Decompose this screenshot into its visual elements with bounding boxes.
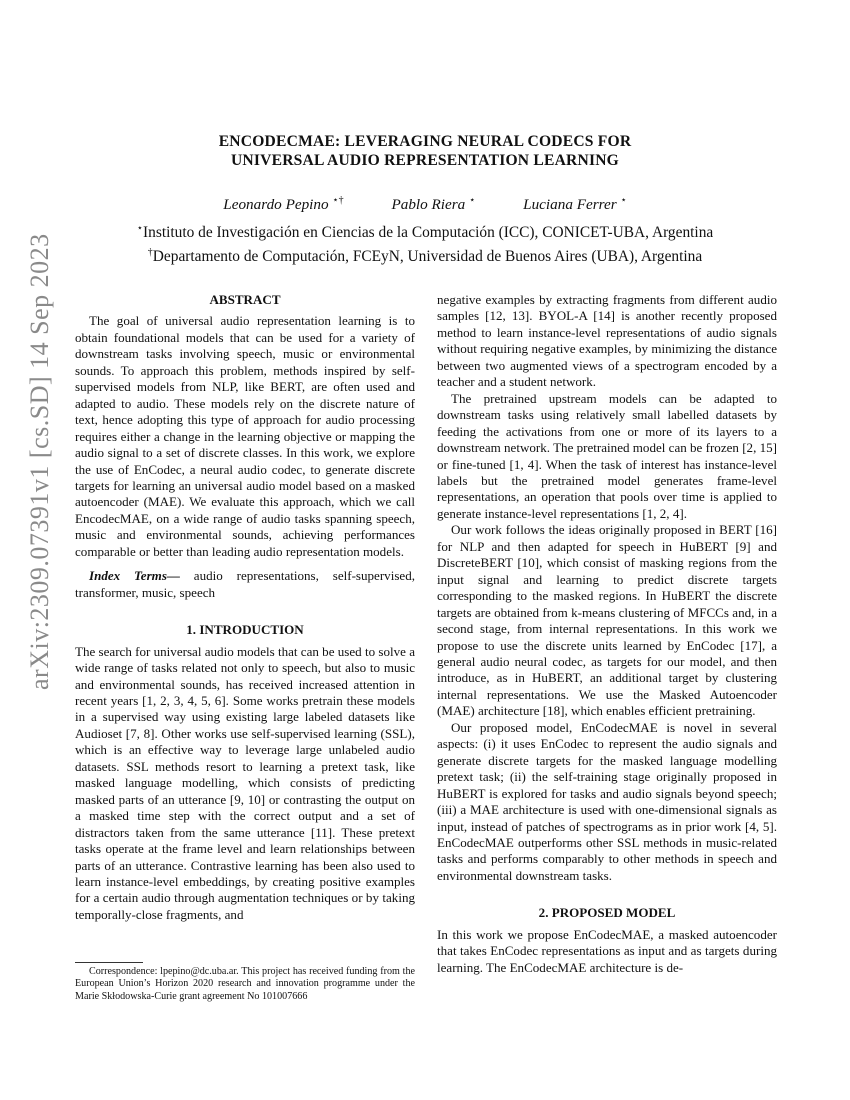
index-terms (75, 568, 415, 601)
affiliation-mark: ⋆ (136, 223, 144, 234)
paper-title (100, 132, 750, 170)
intro-paragraph-3: Our work follows the ideas originally proposed in BERT [16] for NLP and then adapted for speech in HuBERT [9] and DiscreteBERT [10], which consist of masking regions from the input signal and learning to predict discrete targets corresponding to the masked regions. In HuBERT the discrete targets are obtained from k-means clustering of MFCCs and, in a second stage, from internal representations. In this work we propose to use the discrete units learned by EnCodec [17], a general audio neural codec, as targets for our model, and then introduce, as in HuBERT, an additional target by clustering internal representations. We use the Masked Autoencoder (MAE) architecture [18], which enables efficient pretraining. (437, 522, 777, 719)
title-line-2: UNIVERSAL AUDIO REPRESENTATION LEARNING (230, 152, 620, 169)
affiliation-text: Instituto de Investigación en Ciencias de la Computación (ICC), CONICET-UBA, Argentina (143, 224, 714, 242)
index-terms-label: Index Terms— (89, 568, 180, 584)
proposed-model-paragraph-1: In this work we propose EnCodecMAE, a masked autoencoder that takes EnCodec representations as input and as targets during learning. The EnCodecMAE architecture is de- (437, 926, 777, 975)
right-column (437, 292, 777, 976)
intro-paragraph-2: The pretrained upstream models can be adapted to downstream tasks using relatively small labelled datasets by feeding the activations from one or more of its layers to a downstream network. The pretrained model can be frozen [2, 15] or fine-tuned [1, 4]. When the task of interest has instance-level labels but the pretrained model generates frame-level representations, an operation that pools over time is applied to generate instance-level representations [1, 2, 4]. (437, 390, 777, 521)
index-terms-text: audio representations, self-supervised, transformer, music, speech (75, 568, 415, 600)
author-1 (223, 196, 343, 213)
author-name: Luciana Ferrer (523, 196, 617, 214)
abstract-text: The goal of universal audio representation learning is to obtain foundational models that can be used for a variety of downstream tasks involving speech, music or environmental sounds. To approach this problem, methods inspired by self-supervised models from NLP, like BERT, are often used and adapted to audio. These models rely on the discrete nature of text, hence adopting this type of approach for audio processing requires either a change in the learning objective or mapping the audio signal to a set of discrete classes. In this work, we explore the use of EnCodec, a neural audio codec, to generate discrete targets for learning an universal audio model based on a masked autoencoder (MAE). We evaluate this approach, which we call EncodecMAE, on a wide range of audio tasks spanning speech, music and environmental sounds, achieving performances comparable or better than leading audio representation models. (75, 313, 415, 559)
author-name: Pablo Riera (391, 196, 466, 214)
proposed-model-heading: 2. PROPOSED MODEL (538, 905, 676, 921)
intro-paragraph-1: The search for universal audio models that can be used to solve a wide range of tasks related not only to speech, but also to music and environmental sounds, has received increased attention in recent years [1, 2, 3, 4, 5, 6]. Some works pretrain these models in a supervised way using existing large labeled datasets like Audioset [7, 8]. Other works use self-supervised learning (SSL), which is an effective way to leverage large unlabeled audio datasets. SSL methods resort to learning a pretext task, like masked language modelling, which consists of predicting masked parts of an utterance [9, 10] or contrasting the output on a masked time step with the correct output and a set of distractors taken from the same utterance [11]. These pretext tasks operate at the frame level and learn relationships between parts of an utterance. Contrastive learning has been also used to learn instance-level embeddings, by creating positive examples for a certain audio through augmentation techniques or by taking temporally-close fragments, and (75, 643, 415, 922)
author-name: Leonardo Pepino (223, 196, 329, 214)
author-3 (523, 196, 627, 213)
abstract-heading: ABSTRACT (209, 292, 281, 307)
author-2 (391, 196, 475, 213)
left-column (75, 292, 415, 923)
affiliation-2 (80, 243, 770, 267)
arxiv-identifier: arXiv:2309.07391v1 [cs.SD] 14 Sep 2023 (25, 233, 54, 690)
intro-paragraph-1-continued: negative examples by extracting fragments from different audio samples [12, 13]. BYOL-A [14] is another recently proposed method to learn instance-level representations of audio signals without requiring negative examples, by minimizing the distance between two augmented views of a spectrogram encoded by a teacher and a student network. (437, 292, 777, 390)
intro-paragraph-4: Our proposed model, EnCodecMAE is novel in several aspects: (i) it uses EnCodec to represent the audio signals and generate discrete targets for the masked language modelling pretext task; (ii) the self-training stage originally proposed in HuBERT is explored for tasks and audio signals beyond speech; (iii) a MAE architecture is used with one-dimensional signals as input, instead of patches of spectrograms as in prior work [4, 5]. EnCodecMAE outperforms other SSL methods in music-related tasks and performs comparably to other methods in speech and environmental downstream tasks. (437, 719, 777, 883)
affiliations (80, 219, 770, 267)
footnote: Correspondence: lpepino@dc.uba.ar. This project has received funding from the European Union’s Horizon 2020 research and innovation programme under the Marie Skłodowska-Curie grant agreement No 101007666 (75, 966, 415, 1002)
affiliation-text: Departamento de Computación, FCEyN, Universidad de Buenos Aires (UBA), Argentina (152, 248, 703, 266)
affiliation-1 (80, 219, 770, 243)
footnote-divider (75, 962, 143, 963)
author-marks: ⋆† (332, 195, 344, 206)
author-marks: ⋆ (469, 195, 476, 206)
affiliation-mark: † (147, 247, 153, 259)
author-list (100, 192, 750, 214)
intro-heading: 1. INTRODUCTION (186, 622, 304, 638)
author-marks: ⋆ (620, 195, 627, 206)
title-line-1: ENCODECMAE: LEVERAGING NEURAL CODECS FOR (218, 133, 632, 150)
